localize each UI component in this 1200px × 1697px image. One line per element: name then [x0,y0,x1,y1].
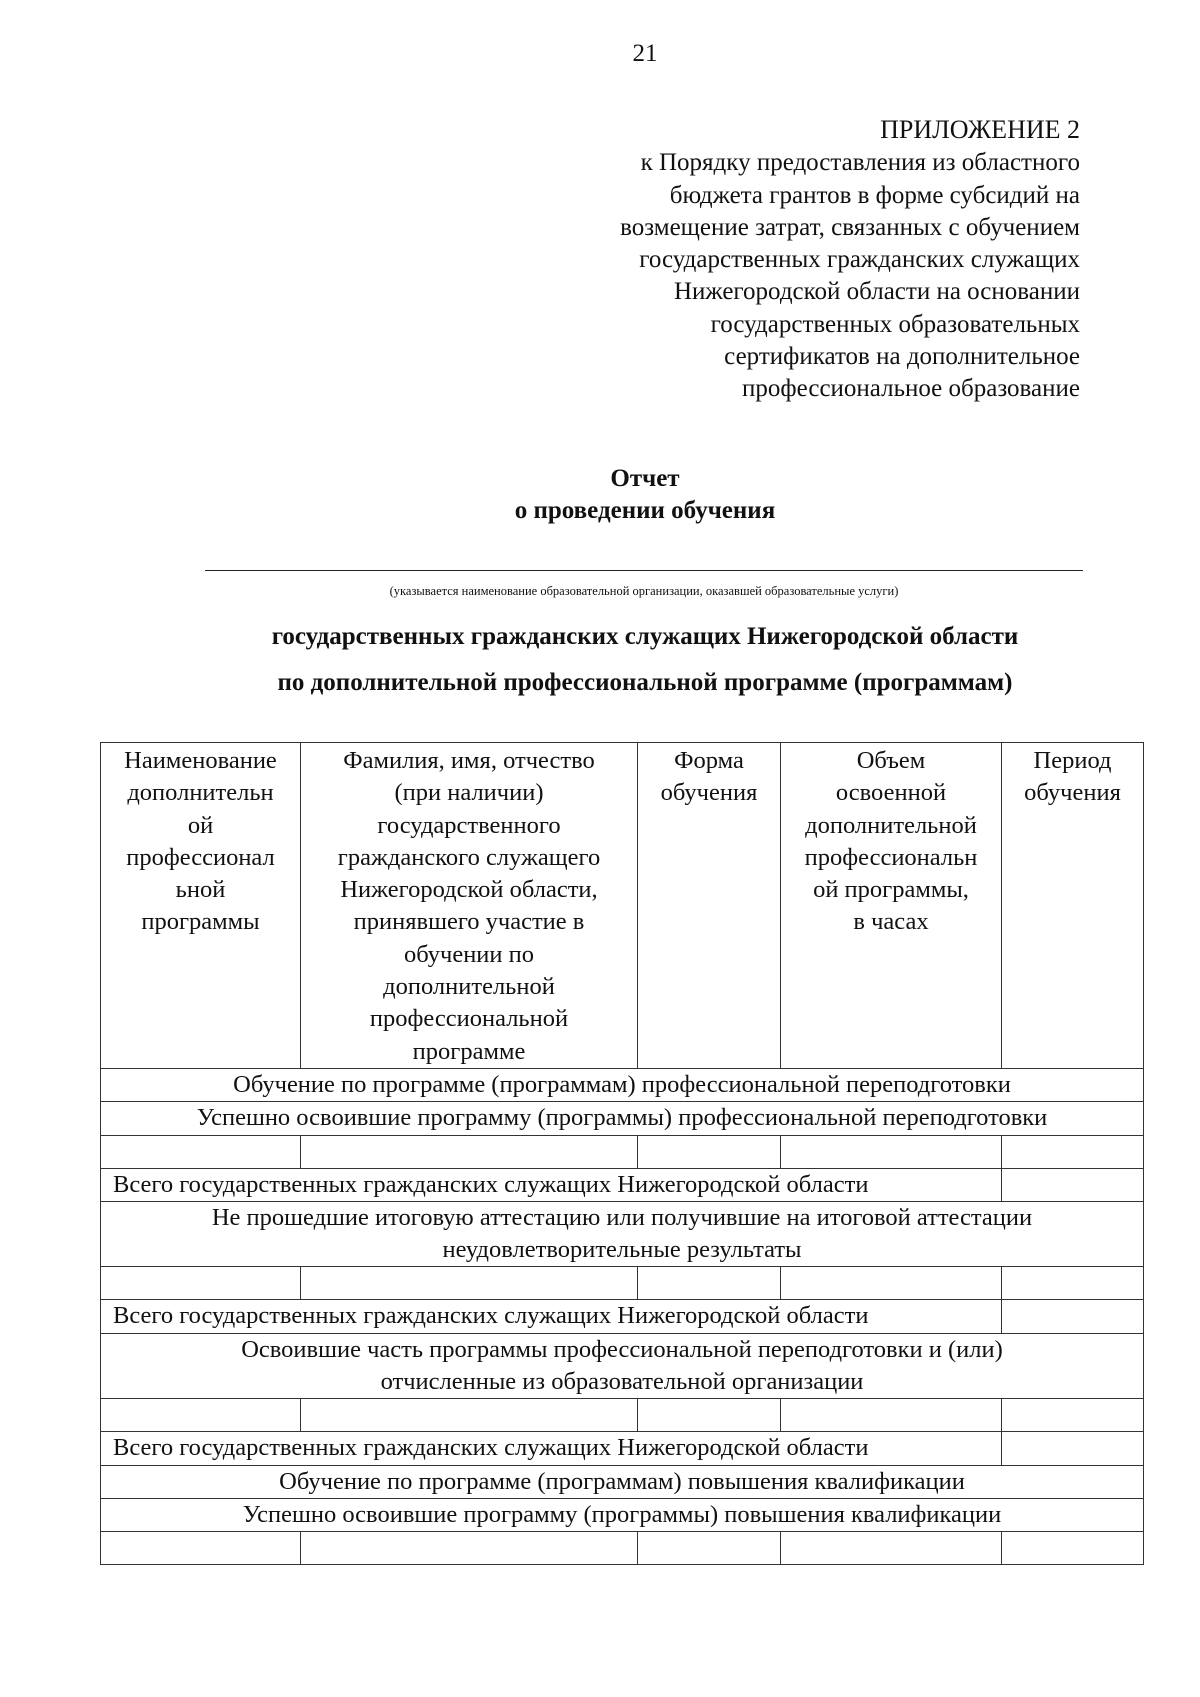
appendix-line: сертификатов на дополнительное [724,343,1080,371]
table-cell[interactable] [1002,1135,1144,1168]
table-cell[interactable] [781,1399,1002,1432]
report-title-block [0,463,1200,527]
report-table [100,742,1144,1565]
table-cell[interactable] [781,1135,1002,1168]
appendix-line: государственных образовательных [710,310,1080,338]
appendix-line: государственных гражданских служащих [639,246,1080,274]
subsection-row [101,1333,1144,1399]
appendix-line: бюджета грантов в форме субсидий на [669,181,1080,209]
section-row [101,1068,1144,1101]
total-row [101,1300,1144,1333]
table-cell[interactable] [781,1267,1002,1300]
total-value-cell[interactable] [1002,1300,1144,1333]
section-retraining: Обучение по программе (программам) профессиональной переподготовки [101,1068,1144,1101]
table-cell[interactable] [1002,1267,1144,1300]
header-program-volume: Объем освоенной дополнительной профессиональн ой программы, в часах [781,743,1002,1069]
subject-line: по дополнительной профессиональной программе (программам) [277,669,1013,696]
table-cell[interactable] [1002,1532,1144,1565]
subsection-row [101,1201,1144,1267]
appendix-title: ПРИЛОЖЕНИЕ 2 [880,115,1080,144]
total-label: Всего государственных гражданских служащих Нижегородской области [101,1168,1002,1201]
table-cell[interactable] [301,1267,638,1300]
header-full-name: Фамилия, имя, отчество (при наличии) государственного гражданского служащего Нижегородской области, принявшего участие в обучении по дополнительной профессиональной программе [301,743,638,1069]
table-cell[interactable] [638,1135,781,1168]
section-row [101,1465,1144,1498]
report-subtitle: о проведении обучения [514,497,776,524]
appendix-line: Нижегородской области на основании [673,278,1080,306]
table-row [101,1399,1144,1432]
table-cell[interactable] [781,1532,1002,1565]
page-number: 21 [632,40,658,67]
organization-fill-line [205,570,1083,571]
report-title: Отчет [610,465,680,492]
qualification-success: Успешно освоившие программу (программы) повышения квалификации [101,1498,1144,1531]
total-label: Всего государственных гражданских служащих Нижегородской области [101,1432,1002,1465]
appendix-line: возмещение затрат, связанных с обучением [620,213,1080,241]
total-label: Всего государственных гражданских служащих Нижегородской области [101,1300,1002,1333]
table-cell[interactable] [638,1532,781,1565]
table-cell[interactable] [1002,1399,1144,1432]
report-subject [0,614,1200,706]
table-row [101,1532,1144,1565]
total-value-cell[interactable] [1002,1432,1144,1465]
retraining-success: Успешно освоившие программу (программы) профессиональной переподготовки [101,1102,1144,1135]
table-cell[interactable] [101,1532,301,1565]
table-row [101,1267,1144,1300]
total-row [101,1432,1144,1465]
partial-completion: Освоившие часть программы профессиональной переподготовки и (или) отчисленные из образовательной организации [101,1333,1144,1399]
table-cell[interactable] [301,1532,638,1565]
table-header-row [101,743,1144,1069]
table-cell[interactable] [101,1267,301,1300]
section-qualification: Обучение по программе (программам) повышения квалификации [101,1465,1144,1498]
table-cell[interactable] [101,1135,301,1168]
appendix-block [520,114,1080,406]
subsection-row [101,1498,1144,1531]
failed-attestation: Не прошедшие итоговую аттестацию или получившие на итоговой аттестации неудовлетворительные результаты [101,1201,1144,1267]
appendix-line: к Порядку предоставления из областного [640,149,1080,177]
header-program-name: Наименование дополнительн ой профессионал ьной программы [101,743,301,1069]
table-cell[interactable] [638,1267,781,1300]
organization-caption: (указывается наименование образовательной организации, оказавшей образовательные услуги) [389,584,899,598]
header-study-form: Форма обучения [638,743,781,1069]
table-cell[interactable] [301,1135,638,1168]
subject-line: государственных гражданских служащих Нижегородской области [271,623,1019,650]
table-cell[interactable] [101,1399,301,1432]
header-study-period: Период обучения [1002,743,1144,1069]
total-value-cell[interactable] [1002,1168,1144,1201]
subsection-row [101,1102,1144,1135]
appendix-line: профессиональное образование [742,375,1080,403]
table-cell[interactable] [638,1399,781,1432]
table-cell[interactable] [301,1399,638,1432]
table-row [101,1135,1144,1168]
total-row [101,1168,1144,1201]
